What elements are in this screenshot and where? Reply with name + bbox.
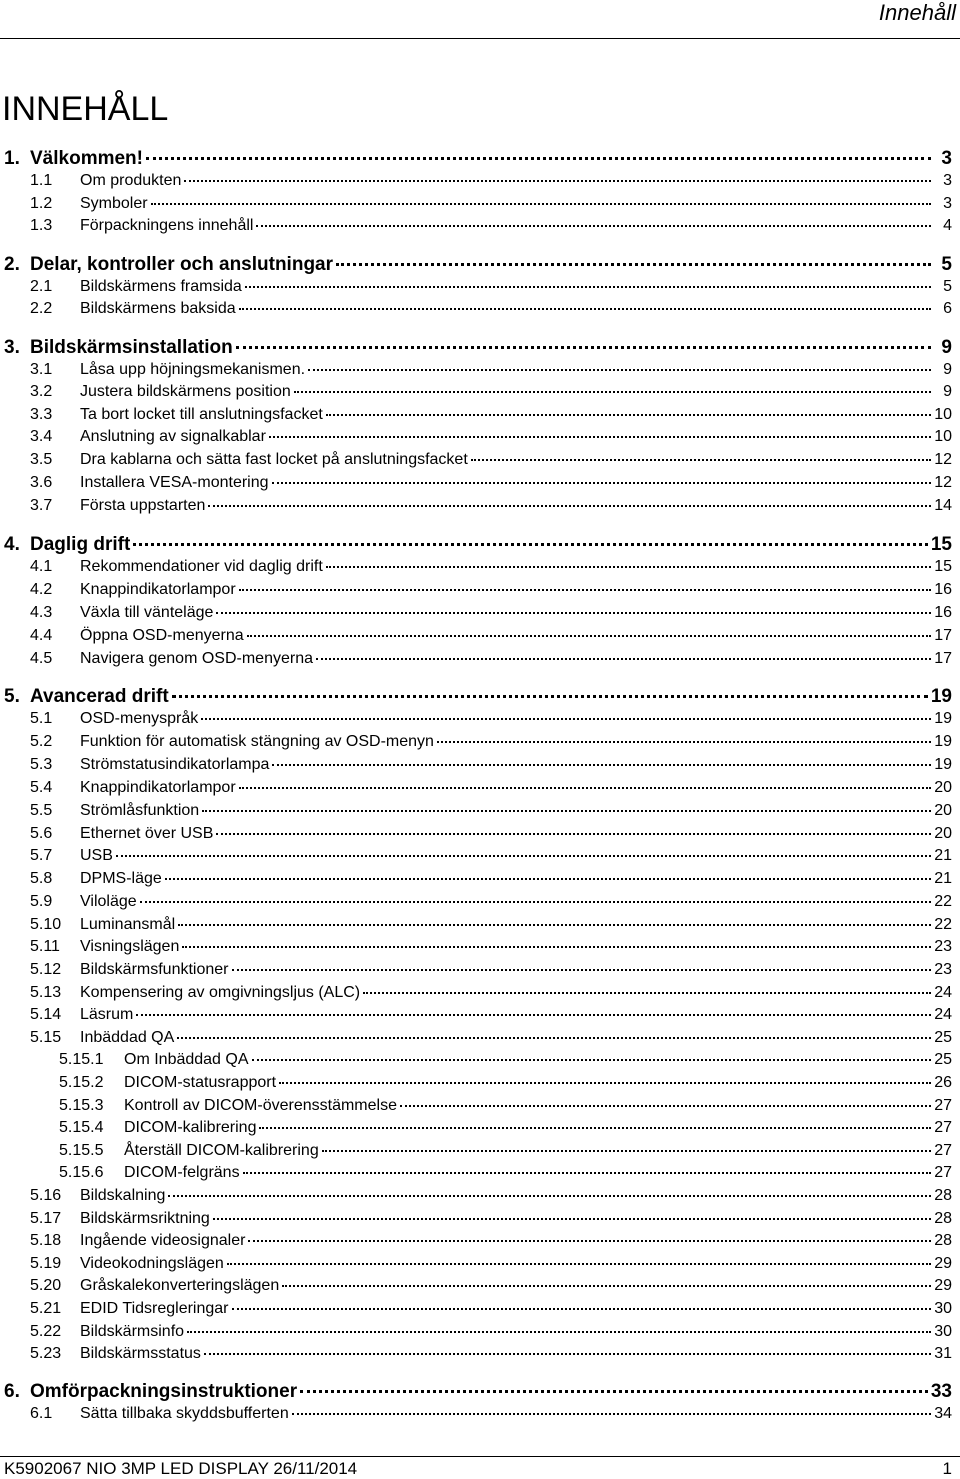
toc-section-entry[interactable] [4,1187,952,1205]
toc-entry-title: Visningslägen [80,938,180,955]
toc-dot-leader [236,346,931,349]
toc-subsubsection-entry[interactable] [4,1142,952,1160]
toc-entry-title: Gråskalekonverteringslägen [80,1277,280,1294]
toc-subsubsection-entry[interactable] [4,1051,952,1069]
toc-entry-page: 22 [934,893,952,910]
toc-entry-number: 5.15.6 [59,1164,104,1181]
toc-entry-number: 2.2 [30,300,53,317]
toc-entry-number: 5.15.2 [59,1074,104,1091]
toc-entry-page: 17 [934,627,952,644]
toc-section-entry[interactable] [4,1345,952,1363]
toc-entry-number: 5.22 [30,1323,62,1340]
page-title: INNEHÅLL [2,89,169,128]
toc-entry-page: 27 [934,1164,952,1181]
toc-entry-page: 27 [934,1119,952,1136]
toc-section-entry[interactable] [4,1006,952,1024]
toc-dot-leader [216,612,931,614]
toc-dot-leader [177,1037,931,1039]
toc-entry-page: 27 [934,1097,952,1114]
toc-entry-title: Knappindikatorlampor [80,581,236,598]
toc-entry-page: 3 [943,172,952,189]
toc-entry-number: 5.20 [30,1277,62,1294]
toc-entry-number: 3.6 [30,474,53,491]
toc-entry-title: OSD-menyspråk [80,710,199,727]
toc-entry-number: 6.1 [30,1405,53,1422]
toc-dot-leader [172,695,928,698]
toc-dot-leader [232,969,932,971]
toc-entry-page: 28 [934,1187,952,1204]
toc-entry-number: 3.1 [30,361,53,378]
toc-section-entry[interactable] [4,1029,952,1047]
toc-dot-leader [272,764,931,766]
toc-entry-number: 5.5 [30,802,53,819]
toc-entry-title: Förpackningens innehåll [80,217,254,234]
toc-entry-number: 5.10 [30,916,62,933]
toc-dot-leader [245,286,931,288]
toc-entry-title: Bildskärmsfunktioner [80,961,229,978]
toc-entry-title: Växla till vänteläge [80,604,214,621]
toc-section-entry[interactable] [4,1210,952,1228]
toc-dot-leader [165,878,931,880]
toc-entry-page: 12 [934,451,952,468]
toc-dot-leader [140,901,931,903]
toc-entry-page: 31 [934,1345,952,1362]
toc-entry-page: 28 [934,1232,952,1249]
toc-entry-title: Bildskärmsinstallation [30,337,233,358]
toc-entry-number: 5.3 [30,756,53,773]
toc-entry-number: 2.1 [30,278,53,295]
toc-entry-title: Ingående videosignaler [80,1232,246,1249]
toc-entry-title: Ta bort locket till anslutningsfacket [80,406,323,423]
toc-entry-page: 21 [934,847,952,864]
toc-entry-page: 3 [941,148,952,169]
footer-page-number: 1 [942,1459,952,1478]
toc-entry-page: 29 [934,1255,952,1272]
toc-entry-number: 4. [4,534,20,555]
toc-entry-number: 4.5 [30,650,53,667]
toc-dot-leader [300,1390,928,1393]
toc-subsubsection-entry[interactable] [4,1119,952,1137]
toc-dot-leader [232,1308,932,1310]
toc-entry-title: Bildskärmsinfo [80,1323,185,1340]
toc-entry-page: 10 [934,406,952,423]
toc-dot-leader [184,180,931,182]
toc-entry-title: Kompensering av omgivningsljus (ALC) [80,984,361,1001]
toc-entry-title: Luminansmål [80,916,176,933]
toc-entry-page: 21 [934,870,952,887]
toc-entry-page: 3 [943,195,952,212]
toc-entry-title: Återställ DICOM-kalibrering [124,1142,319,1159]
toc-chapter-entry[interactable] [4,686,952,708]
toc-entry-page: 19 [930,686,952,707]
toc-entry-number: 5.12 [30,961,62,978]
toc-section-entry[interactable] [4,893,952,911]
toc-entry-title: Första uppstarten [80,497,206,514]
toc-section-entry[interactable] [4,1300,952,1318]
toc-entry-page: 26 [934,1074,952,1091]
toc-section-entry[interactable] [4,847,952,865]
toc-entry-page: 15 [934,558,952,575]
toc-dot-leader [471,459,931,461]
toc-entry-title: Kontroll av DICOM-överensstämmelse [124,1097,397,1114]
toc-dot-leader [213,1218,931,1220]
toc-dot-leader [187,1331,931,1333]
toc-entry-number: 5.8 [30,870,53,887]
toc-section-entry[interactable] [4,1232,952,1250]
toc-entry-page: 28 [934,1210,952,1227]
toc-entry-title: Symboler [80,195,148,212]
toc-entry-title: Dra kablarna och sätta fast locket på anslutningsfacket [80,451,468,468]
toc-entry-page: 29 [934,1277,952,1294]
toc-entry-title: Bildskärmsriktning [80,1210,210,1227]
toc-dot-leader [247,635,931,637]
toc-entry-title: Bildskalning [80,1187,166,1204]
toc-entry-page: 23 [934,961,952,978]
toc-dot-leader [437,741,931,743]
toc-entry-title: Ethernet över USB [80,825,214,842]
toc-dot-leader [133,543,928,546]
toc-entry-title: Strömstatusindikatorlampa [80,756,270,773]
toc-dot-leader [216,833,931,835]
toc-entry-title: Viloläge [80,893,137,910]
toc-dot-leader [279,1082,931,1084]
toc-dot-leader [326,414,931,416]
toc-section-entry[interactable] [4,916,952,934]
toc-dot-leader [322,1150,931,1152]
toc-dot-leader [272,482,931,484]
toc-entry-page: 25 [934,1029,952,1046]
toc-section-entry[interactable] [4,938,952,956]
toc-dot-leader [204,1353,931,1355]
toc-entry-page: 16 [934,581,952,598]
toc-entry-title: Läsrum [80,1006,134,1023]
toc-section-entry[interactable] [4,650,952,668]
toc-dot-leader [151,203,931,205]
toc-entry-number: 5.4 [30,779,53,796]
toc-entry-page: 5 [941,254,952,275]
toc-entry-page: 19 [934,710,952,727]
toc-entry-title: Låsa upp höjningsmekanismen. [80,361,306,378]
toc-entry-number: 5.9 [30,893,53,910]
toc-entry-number: 1.3 [30,217,53,234]
toc-dot-leader [136,1014,931,1016]
toc-entry-title: DICOM-statusrapport [124,1074,277,1091]
toc-entry-page: 19 [934,756,952,773]
toc-entry-page: 33 [930,1381,952,1402]
toc-dot-leader [116,855,931,857]
toc-chapter-entry[interactable] [4,254,952,276]
toc-section-entry[interactable] [4,779,952,797]
toc-section-entry[interactable] [4,172,952,190]
toc-entry-title: Videokodningslägen [80,1255,224,1272]
toc-subsubsection-entry[interactable] [4,1074,952,1092]
toc-section-entry[interactable] [4,961,952,979]
toc-entry-number: 3.5 [30,451,53,468]
toc-entry-title: Avancerad drift [30,686,169,707]
toc-section-entry[interactable] [4,217,952,235]
toc-chapter-entry[interactable] [4,148,952,170]
toc-entry-title: Välkommen! [30,148,143,169]
toc-entry-page: 30 [934,1323,952,1340]
toc-entry-page: 20 [934,779,952,796]
toc-entry-number: 5. [4,686,20,707]
toc-entry-number: 5.19 [30,1255,62,1272]
page-footer [4,1459,952,1479]
toc-entry-title: DPMS-läge [80,870,162,887]
toc-subsubsection-entry[interactable] [4,1097,952,1115]
running-header: Innehåll [878,0,956,25]
toc-entry-number: 5.15.3 [59,1097,104,1114]
toc-dot-leader [316,658,931,660]
toc-section-entry[interactable] [4,558,952,576]
toc-entry-title: EDID Tidsregleringar [80,1300,229,1317]
toc-entry-title: DICOM-felgräns [124,1164,240,1181]
toc-entry-number: 5.17 [30,1210,62,1227]
toc-dot-leader [201,718,931,720]
toc-section-entry[interactable] [4,497,952,515]
footer-rule [0,1456,960,1457]
toc-entry-title: Anslutning av signalkablar [80,428,266,445]
toc-section-entry[interactable] [4,604,952,622]
toc-entry-page: 19 [934,733,952,750]
toc-section-entry[interactable] [4,581,952,599]
toc-entry-number: 1.1 [30,172,53,189]
toc-section-entry[interactable] [4,870,952,888]
toc-entry-title: Om Inbäddad QA [124,1051,249,1068]
toc-entry-number: 5.16 [30,1187,62,1204]
toc-section-entry[interactable] [4,984,952,1002]
toc-section-entry[interactable] [4,1255,952,1273]
toc-dot-leader [208,505,931,507]
toc-entry-number: 4.2 [30,581,53,598]
toc-entry-title: DICOM-kalibrering [124,1119,257,1136]
toc-entry-page: 16 [934,604,952,621]
toc-dot-leader [178,924,931,926]
toc-entry-number: 5.15.4 [59,1119,104,1136]
toc-entry-title: Rekommendationer vid daglig drift [80,558,323,575]
toc-section-entry[interactable] [4,300,952,318]
toc-entry-page: 6 [943,300,952,317]
toc-dot-leader [256,225,931,227]
toc-section-entry[interactable] [4,710,952,728]
toc-subsubsection-entry[interactable] [4,1164,952,1182]
toc-entry-title: Omförpackningsinstruktioner [30,1381,298,1402]
toc-entry-number: 3. [4,337,20,358]
toc-entry-title: Inbäddad QA [80,1029,175,1046]
toc-section-entry[interactable] [4,627,952,645]
toc-entry-page: 25 [934,1051,952,1068]
toc-entry-number: 5.7 [30,847,53,864]
toc-entry-page: 17 [934,650,952,667]
toc-dot-leader [239,589,931,591]
toc-entry-page: 24 [934,1006,952,1023]
toc-entry-title: Bildskärmens framsida [80,278,242,295]
toc-chapter-entry[interactable] [4,337,952,359]
toc-entry-title: Öppna OSD-menyerna [80,627,244,644]
toc-entry-title: USB [80,847,113,864]
toc-entry-number: 5.15 [30,1029,62,1046]
toc-entry-page: 30 [934,1300,952,1317]
toc-dot-leader [146,157,931,160]
toc-entry-page: 34 [934,1405,952,1422]
toc-entry-title: Om produkten [80,172,182,189]
toc-dot-leader [202,810,931,812]
toc-entry-page: 22 [934,916,952,933]
toc-entry-number: 5.15.5 [59,1142,104,1159]
toc-section-entry[interactable] [4,802,952,820]
toc-entry-number: 5.23 [30,1345,62,1362]
toc-dot-leader [239,308,931,310]
toc-entry-title: Funktion för automatisk stängning av OSD-menyn [80,733,434,750]
toc-entry-page: 5 [943,278,952,295]
toc-entry-number: 5.13 [30,984,62,1001]
toc-dot-leader [227,1263,931,1265]
toc-entry-title: Strömlåsfunktion [80,802,200,819]
toc-entry-page: 10 [934,428,952,445]
toc-section-entry[interactable] [4,428,952,446]
toc-entry-number: 5.6 [30,825,53,842]
toc-section-entry[interactable] [4,195,952,213]
toc-entry-number: 5.18 [30,1232,62,1249]
toc-dot-leader [294,391,931,393]
toc-dot-leader [336,263,931,266]
toc-section-entry[interactable] [4,406,952,424]
toc-dot-leader [400,1105,931,1107]
toc-entry-title: Delar, kontroller och anslutningar [30,254,334,275]
toc-entry-page: 20 [934,825,952,842]
toc-entry-page: 15 [930,534,952,555]
toc-dot-leader [168,1195,931,1197]
toc-entry-number: 3.4 [30,428,53,445]
toc-entry-title: Knappindikatorlampor [80,779,236,796]
toc-dot-leader [282,1285,931,1287]
toc-entry-number: 5.11 [30,938,60,955]
toc-dot-leader [269,436,931,438]
toc-dot-leader [308,369,931,371]
toc-dot-leader [252,1059,931,1061]
toc-entry-number: 1.2 [30,195,53,212]
toc-entry-number: 2. [4,254,20,275]
footer-document-id: K5902067 NIO 3MP LED DISPLAY 26/11/2014 [4,1459,358,1478]
toc-entry-title: Bildskärmens baksida [80,300,236,317]
toc-section-entry[interactable] [4,383,952,401]
toc-entry-number: 3.2 [30,383,53,400]
toc-dot-leader [182,946,931,948]
toc-entry-number: 5.1 [30,710,53,727]
toc-entry-title: Sätta tillbaka skyddsbufferten [80,1405,289,1422]
toc-entry-number: 6. [4,1381,20,1402]
toc-section-entry[interactable] [4,733,952,751]
toc-section-entry[interactable] [4,474,952,492]
toc-dot-leader [243,1172,931,1174]
toc-dot-leader [292,1413,931,1415]
toc-chapter-entry[interactable] [4,534,952,556]
toc-entry-number: 5.14 [30,1006,62,1023]
toc-section-entry[interactable] [4,756,952,774]
toc-entry-number: 1. [4,148,20,169]
toc-entry-number: 4.4 [30,627,53,644]
toc-entry-title: Navigera genom OSD-menyerna [80,650,313,667]
toc-section-entry[interactable] [4,1405,952,1423]
toc-section-entry[interactable] [4,1323,952,1341]
toc-dot-leader [326,566,931,568]
toc-entry-number: 5.15.1 [59,1051,104,1068]
toc-entry-number: 4.1 [30,558,53,575]
toc-section-entry[interactable] [4,361,952,379]
toc-entry-title: Bildskärmsstatus [80,1345,201,1362]
toc-entry-title: Daglig drift [30,534,131,555]
toc-entry-title: Justera bildskärmens position [80,383,291,400]
toc-entry-page: 9 [943,383,952,400]
toc-entry-page: 20 [934,802,952,819]
toc-dot-leader [248,1240,931,1242]
toc-entry-number: 3.3 [30,406,53,423]
toc-entry-page: 14 [934,497,952,514]
toc-entry-title: Installera VESA-montering [80,474,269,491]
toc-entry-number: 4.3 [30,604,53,621]
toc-entry-page: 27 [934,1142,952,1159]
toc-section-entry[interactable] [4,451,952,469]
toc-entry-page: 23 [934,938,952,955]
toc-entry-page: 9 [941,337,952,358]
toc-dot-leader [239,787,931,789]
toc-dot-leader [259,1127,931,1129]
toc-section-entry[interactable] [4,825,952,843]
toc-entry-number: 3.7 [30,497,53,514]
toc-entry-page: 24 [934,984,952,1001]
toc-entry-number: 5.2 [30,733,53,750]
toc-entry-number: 5.21 [30,1300,62,1317]
toc-entry-page: 9 [943,361,952,378]
toc-entry-page: 12 [934,474,952,491]
toc-section-entry[interactable] [4,1277,952,1295]
toc-chapter-entry[interactable] [4,1381,952,1403]
toc-dot-leader [363,992,931,994]
toc-entry-page: 4 [943,217,952,234]
toc-section-entry[interactable] [4,278,952,296]
